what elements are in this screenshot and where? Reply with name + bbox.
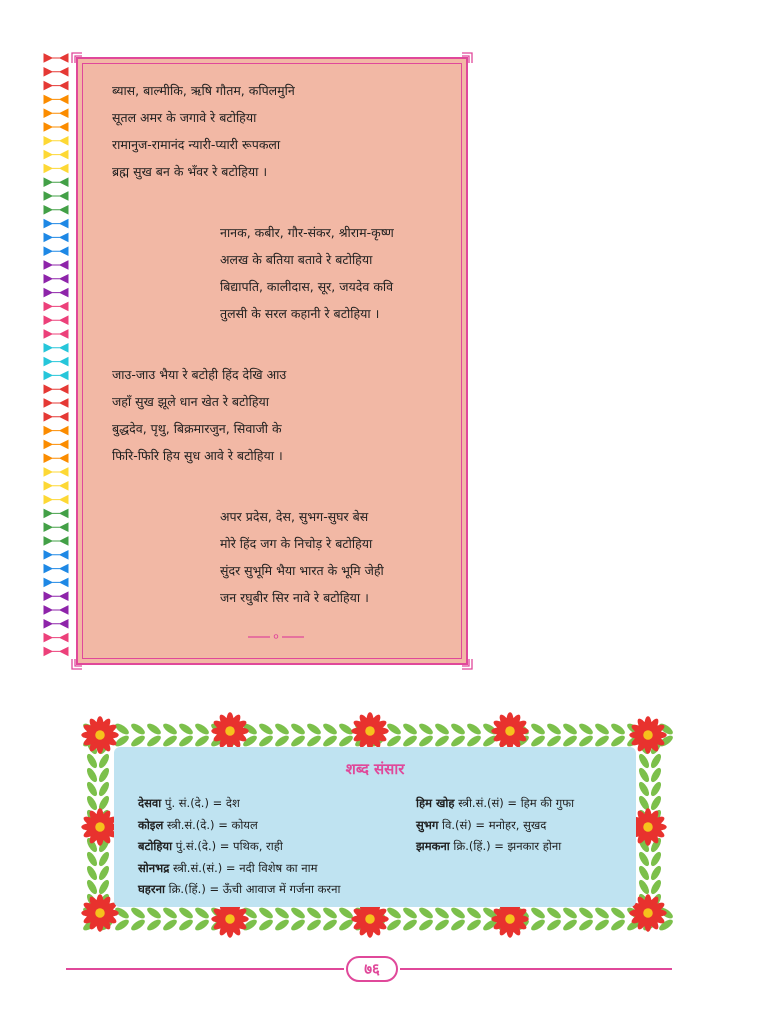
leaf-icon [417, 918, 434, 933]
leaf-icon [97, 752, 111, 769]
leaf-icon [161, 918, 178, 933]
border-ornament-icon [44, 330, 68, 338]
leaf-icon [577, 906, 594, 921]
leaf-icon [449, 722, 466, 737]
glossary-definition: वि.(सं) = मनोहर, सुखद [438, 817, 547, 832]
leaf-icon [97, 850, 111, 867]
border-ornament-icon [44, 371, 68, 379]
leaf-icon [85, 864, 99, 881]
flower-icon [629, 716, 666, 753]
leaf-icon [145, 918, 162, 933]
leaf-icon [401, 722, 418, 737]
leaf-icon [177, 722, 194, 737]
leaf-icon [85, 780, 99, 797]
end-mark: ० [273, 630, 279, 643]
leaf-icon [417, 906, 434, 921]
leaf-icon [177, 918, 194, 933]
leaf-icon [273, 918, 290, 933]
leaf-icon [129, 722, 146, 737]
border-ornament-icon [44, 606, 68, 614]
page-number: ७६ [346, 956, 398, 982]
border-ornament-icon [44, 358, 68, 366]
end-divider [246, 629, 306, 643]
border-ornament-icon [44, 206, 68, 214]
corner-ornament-icon [460, 657, 474, 671]
poem-line: ब्यास, बाल्मीकि, ऋषि गौतम, कपिलमुनि [112, 83, 295, 98]
poem-line: मोरे हिंद जग के निचोड़ रे बटोहिया [220, 536, 373, 551]
glossary-entry [138, 858, 340, 880]
leaf-icon [289, 906, 306, 921]
leaf-icon [417, 722, 434, 737]
leaf-icon [145, 906, 162, 921]
leaf-icon [649, 752, 663, 769]
leaf-icon [85, 878, 99, 895]
poem-line: रामानुज-रामानंद न्यारी-प्यारी रूपकला [112, 137, 281, 152]
leaf-icon [337, 722, 354, 737]
leaf-icon [257, 918, 274, 933]
glossary-definition: स्त्री.सं.(सं) = हिम की गुफा [454, 796, 575, 810]
leaf-icon [545, 722, 562, 737]
corner-ornament-icon [70, 657, 84, 671]
glossary-definition: पुं. सं.(दे.) = देश [161, 796, 240, 810]
border-ornament-icon [44, 123, 68, 131]
leaf-icon [85, 850, 99, 867]
border-ornament-icon [44, 399, 68, 407]
glossary-title: शब्द संसार [345, 760, 405, 778]
border-ornament-icon [44, 620, 68, 628]
stanza-4 [220, 503, 384, 611]
border-ornament-icon [44, 82, 68, 90]
glossary-definition: स्त्री.सं.(दे.) = कोयल [163, 817, 258, 832]
leaf-icon [637, 864, 651, 881]
border-ornament-icon [44, 647, 68, 655]
leaf-icon [177, 906, 194, 921]
leaf-icon [637, 780, 651, 797]
border-ornament-icon [44, 551, 68, 559]
leaf-icon [401, 906, 418, 921]
leaf-icon [145, 722, 162, 737]
leaf-icon [637, 850, 651, 867]
leaf-icon [305, 722, 322, 737]
poem-line: जन रघुबीर सिर नावे रे बटोहिया । [220, 590, 369, 605]
border-ornament-icon [44, 178, 68, 186]
leaf-icon [97, 780, 111, 797]
glossary-definition: क्रि.(हिं.) = झनकार होना [449, 839, 562, 853]
poem-line: अपर प्रदेस, देस, सुभग-सुघर बेस [220, 509, 369, 524]
leaf-icon [433, 906, 450, 921]
leaf-icon [97, 766, 111, 783]
border-ornament-icon [44, 95, 68, 103]
poem-line: बुद्धदेव, पृथु, बिक्रमारजुन, सिवाजी के [112, 421, 282, 436]
glossary-entry [416, 815, 574, 837]
poem-line: अलख के बतिया बतावे रे बटोहिया [220, 252, 373, 267]
leaf-icon [637, 766, 651, 783]
leaf-icon [529, 906, 546, 921]
poem-line: सुंदर सुभूमि भैया भारत के भूमि जेही [220, 563, 384, 578]
stanza-1 [112, 77, 295, 185]
leaf-icon [321, 906, 338, 921]
border-ornament-icon [44, 578, 68, 586]
border-ornament-icon [44, 344, 68, 352]
leaf-icon [193, 906, 210, 921]
border-ornament-icon [44, 68, 68, 76]
leaf-icon [273, 722, 290, 737]
border-ornament-icon [44, 289, 68, 297]
leaf-icon [113, 918, 130, 933]
decorative-left-border [40, 48, 72, 668]
leaf-icon [609, 722, 626, 737]
leaf-icon [321, 722, 338, 737]
glossary-panel [114, 747, 636, 907]
leaf-icon [465, 722, 482, 737]
leaf-icon [433, 722, 450, 737]
poem-frame [76, 57, 468, 665]
glossary-entry [138, 836, 340, 858]
leaf-icon [129, 918, 146, 933]
leaf-icon [97, 878, 111, 895]
border-ornament-icon [44, 164, 68, 172]
poem-line: ब्रह्म सुख बन के भँवर रे बटोहिया । [112, 164, 268, 179]
leaf-icon [193, 722, 210, 737]
leaf-icon [85, 766, 99, 783]
leaf-icon [649, 780, 663, 797]
poem-line: सूतल अमर के जगावे रे बटोहिया [112, 110, 257, 125]
glossary-entry [138, 793, 340, 815]
poem-line: जाउ-जाउ भैया रे बटोही हिंद देखि आउ [112, 367, 287, 382]
leaf-icon [85, 752, 99, 769]
leaf-icon [561, 918, 578, 933]
leaf-icon [97, 864, 111, 881]
poem-line: नानक, कबीर, गौर-संकर, श्रीराम-कृष्ण [220, 225, 394, 240]
leaf-icon [85, 794, 99, 811]
leaf-icon [649, 850, 663, 867]
stanza-2 [220, 219, 394, 327]
glossary-term: कोइल [138, 817, 164, 832]
glossary-definition: स्त्री.सं.(सं.) = नदी विशेष का नाम [169, 860, 318, 875]
border-ornament-icon [44, 275, 68, 283]
glossary-box [70, 707, 678, 947]
leaf-icon [305, 906, 322, 921]
glossary-definition: पुं.सं.(दे.) = पथिक, राही [172, 839, 283, 853]
border-ornament-icon [44, 427, 68, 435]
leaf-icon [161, 906, 178, 921]
leaf-icon [649, 766, 663, 783]
border-ornament-icon [44, 192, 68, 200]
border-ornament-icon [44, 509, 68, 517]
leaf-icon [449, 906, 466, 921]
stanza-3 [112, 361, 286, 469]
poem-line: फिरि-फिरि हिय सुध आवे रे बटोहिया । [112, 448, 283, 463]
glossary-term: झमकना [416, 839, 450, 853]
leaf-icon [321, 918, 338, 933]
leaf-icon [401, 918, 418, 933]
poem-line: बिद्यापति, कालीदास, सूर, जयदेव कवि [220, 279, 394, 294]
glossary-entry [416, 836, 574, 858]
leaf-icon [545, 918, 562, 933]
leaf-icon [273, 906, 290, 921]
border-ornament-icon [44, 151, 68, 159]
poem-line: तुलसी के सरल कहानी रे बटोहिया । [220, 306, 380, 321]
border-ornament-icon [44, 496, 68, 504]
leaf-icon [433, 918, 450, 933]
leaf-icon [593, 918, 610, 933]
leaf-icon [161, 722, 178, 737]
leaf-icon [609, 906, 626, 921]
leaf-icon [465, 906, 482, 921]
glossary-entry [416, 793, 574, 815]
leaf-icon [529, 722, 546, 737]
leaf-icon [129, 906, 146, 921]
flower-icon [81, 716, 118, 753]
border-ornament-icon [44, 247, 68, 255]
leaf-icon [649, 794, 663, 811]
leaf-icon [561, 906, 578, 921]
border-ornament-icon [44, 220, 68, 228]
leaf-icon [649, 878, 663, 895]
leaf-icon [305, 918, 322, 933]
glossary-entry [138, 815, 340, 837]
border-ornament-icon [44, 454, 68, 462]
glossary-term: घहरना [138, 882, 165, 896]
glossary-term: बटोहिया [138, 839, 173, 853]
leaf-icon [593, 906, 610, 921]
glossary-definition: क्रि.(हिं.) = ऊँची आवाज में गर्जना करना [164, 882, 341, 896]
leaf-icon [289, 918, 306, 933]
glossary-term: सुभग [416, 817, 439, 832]
leaf-icon [449, 918, 466, 933]
leaf-icon [649, 864, 663, 881]
leaf-icon [289, 722, 306, 737]
border-ornament-icon [44, 233, 68, 241]
glossary-term: सोनभद्र [138, 860, 170, 875]
border-ornament-icon [44, 537, 68, 545]
border-ornament-icon [44, 137, 68, 145]
poem-line: जहाँ सुख झूले धान खेत रे बटोहिया [112, 394, 269, 409]
glossary-right-column [416, 793, 574, 858]
border-ornament-icon [44, 482, 68, 490]
corner-ornament-icon [460, 51, 474, 65]
footer-rule-right [400, 968, 672, 970]
leaf-icon [561, 722, 578, 737]
border-ornament-icon [44, 109, 68, 117]
leaf-icon [385, 722, 402, 737]
border-ornament-icon [44, 261, 68, 269]
footer-rule-left [66, 968, 344, 970]
border-ornament-icon [44, 468, 68, 476]
leaf-icon [193, 918, 210, 933]
glossary-term: हिम खोह [416, 796, 455, 810]
border-ornament-icon [44, 634, 68, 642]
border-ornament-icon [44, 385, 68, 393]
leaf-icon [577, 722, 594, 737]
leaf-icon [609, 918, 626, 933]
glossary-entry [138, 879, 340, 901]
border-ornament-icon [44, 592, 68, 600]
leaf-icon [637, 752, 651, 769]
border-ornament-icon [44, 302, 68, 310]
border-ornament-icon [44, 440, 68, 448]
corner-ornament-icon [70, 51, 84, 65]
leaf-icon [257, 906, 274, 921]
border-ornament-icon [44, 54, 68, 62]
leaf-icon [577, 918, 594, 933]
glossary-left-column [138, 793, 340, 901]
leaf-icon [465, 918, 482, 933]
border-ornament-icon [44, 523, 68, 531]
border-ornament-icon [44, 413, 68, 421]
border-ornament-icon [44, 565, 68, 573]
leaf-icon [257, 722, 274, 737]
glossary-term: देसवा [138, 796, 162, 810]
leaf-icon [637, 878, 651, 895]
border-ornament-icon [44, 316, 68, 324]
leaf-icon [545, 906, 562, 921]
leaf-icon [593, 722, 610, 737]
leaf-icon [529, 918, 546, 933]
